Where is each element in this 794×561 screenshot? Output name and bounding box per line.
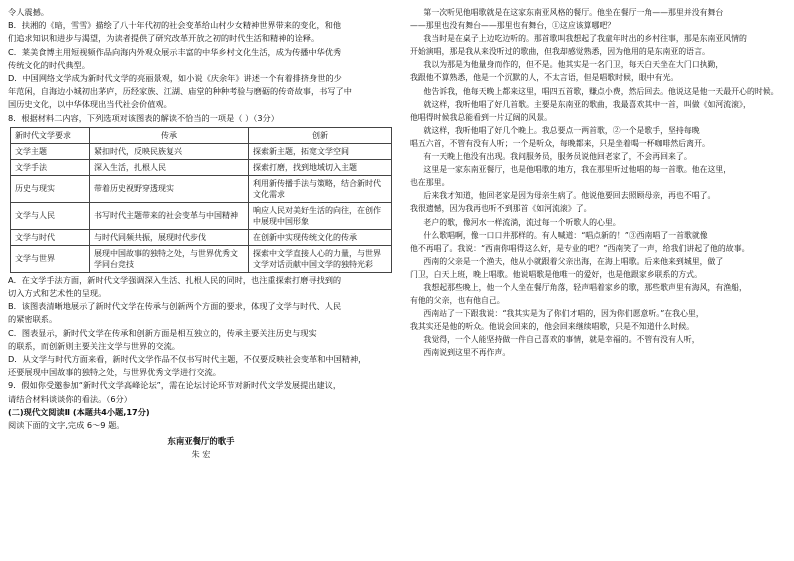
story-paragraph: 就这样，我听他唱了好几首歌。主要是东南亚的歌曲，我最喜欢其中一首，叫做《如河流滚》，	[423, 99, 751, 109]
table-cell: 带着历史视野穿透现实	[90, 175, 249, 202]
story-author: 朱 宏	[191, 449, 211, 460]
story-paragraph: 他告诉我，他每天晚上都来这里，唱四五首歌，赚点小费，然后回去。他说这是他一天最开心的时候。	[423, 86, 779, 96]
table-row	[11, 175, 392, 202]
table-cell: 书写时代主题带来的社会变革与中国精神	[90, 202, 249, 229]
table-header-row	[11, 127, 392, 143]
table-row	[11, 159, 392, 175]
table-row	[11, 229, 392, 245]
table-header-cell: 传承	[90, 127, 249, 143]
option-c-line: C．莱美食博主用短视频作品向海内外观众展示丰富的中华乡村文化生活，成为传播中华优秀	[8, 46, 342, 57]
story-paragraph: 第一次听见他唱歌就是在这家东南亚风格的餐厅。他坐在餐厅一角——那里并没有舞台	[423, 8, 724, 17]
table-cell: 利用新传播手法与策略，结合新时代文化需求	[249, 175, 392, 202]
story-paragraph: 我当时是在桌子上边吃边听的。那首歌叫我想起了我童年时出的乡村往事，那是东南亚风情的	[423, 34, 747, 44]
story-paragraph: 他唱得时候我总能看到一片辽阔的风景。	[410, 112, 553, 122]
table-cell: 探索中文学直接人心的力量，与世界文学对话贡献中国文学的独特光彩	[249, 245, 392, 272]
option-d-line: D．从文学与时代方面来看，新时代文学作品不仅书写时代主题，不仅要反映社会变革和中国精神，	[8, 354, 367, 365]
story-paragraph: 唱五六首，不管有没有人听；一个是听众，每晚都来，只是坐着喝一杯咖啡然后离开。	[410, 138, 710, 148]
option-b-line: B．该图表清晰地展示了新时代文学在传承与创新两个方面的要求，体现了文学与时代、人民	[8, 301, 342, 312]
right-column	[410, 6, 786, 360]
table-cell: 紧扣时代，反映民族复兴	[90, 143, 249, 159]
option-c-line: C．图表显示，新时代文学在传承和创新方面是相互独立的，传承主要关注历史与现实	[8, 327, 317, 338]
story-paragraph: 后来我才知道，他回老家是因为母亲生病了。他说他要回去照顾母亲，再也不唱了。	[423, 191, 716, 201]
story-paragraph: 我觉得，一个人能坚持做一件自己喜欢的事情，就是幸福的。不管有没有人听，	[423, 335, 700, 345]
table-cell: 深入生活，扎根人民	[90, 159, 249, 175]
text-line: 令人震撼。	[8, 7, 49, 17]
option-d-line: D．中国网络文学成为新时代文学的亮丽景观，如小说《庆余年》讲述一个有着排挤身世的少	[8, 73, 342, 84]
table-row	[11, 245, 392, 272]
table-header-cell: 新时代文学要求	[11, 127, 90, 143]
text-line: 的紧密联系。	[8, 314, 58, 325]
text-line: 们追求知识和进步与渴望，为读者提供了研究改革开放之初的时代生活和精神的诠释。	[8, 33, 320, 44]
story-paragraph: 西南站了一下跟我说：“我其实是为了你们才唱的，因为你们愿意听。”在我心里，	[423, 309, 704, 319]
story-paragraph: 有一天晚上他没有出现。我问服务员，服务员说他回老家了，不会再回来了。	[423, 152, 692, 162]
story-paragraph: 我以为那是为他量身而作的，但不是。他其实是一名门卫，每天白天坐在大门口执勤，	[423, 60, 724, 70]
table-cell: 响应人民对美好生活的向往，在创作中展现中国形象	[249, 202, 392, 229]
table-cell: 探索新主题，拓宽文学空间	[249, 143, 392, 159]
text-line: 请结合材料谈谈你的看法。（6分）	[8, 393, 132, 404]
section-instruction: 阅读下面的文字,完成 6～9 题。	[8, 420, 125, 431]
table-cell: 历史与现实	[11, 175, 90, 202]
story-paragraph: 我很遗憾，因为我再也听不到那首《如河流滚》了。	[410, 204, 592, 214]
story-paragraph: 也在那里。	[410, 178, 450, 188]
question-9: 9．假如你受邀参加“新时代文学高峰论坛”，需在论坛讨论环节对新时代文学发展提出建议，	[8, 380, 342, 391]
story-title: 东南亚餐厅的歌手	[167, 436, 235, 447]
table-cell: 文学与时代	[11, 229, 90, 245]
table-cell: 文学与人民	[11, 202, 90, 229]
text-line: 切入方式和艺术性的呈现。	[8, 288, 107, 299]
story-paragraph: 西南说到这里不再作声。	[423, 348, 511, 358]
story-paragraph: 这里是一家东南亚餐厅，也是他唱歌的地方，我在那里听过他唱的每一首歌。他在这里，	[423, 165, 732, 175]
table-cell: 展现中国故事的独特之处，与世界优秀文学同台竞技	[90, 245, 249, 272]
table-cell: 与时代同频共振，展现时代步伐	[90, 229, 249, 245]
story-paragraph: 我想起那些晚上，他一个人坐在餐厅角落，轻声唱着家乡的歌，那些歌声里有海风，有渔船，	[423, 282, 747, 292]
table-cell: 文学手法	[11, 159, 90, 175]
requirements-table	[10, 127, 392, 273]
table-row	[11, 143, 392, 159]
story-paragraph: ——那里也没有舞台——那里也有舞台，①这应该算哪吧？	[410, 21, 616, 31]
story-paragraph: 什么歌唱啊，像一口口井那样的。有人喊道：“唱点新的！”③西南唱了一首歌就像	[423, 230, 708, 240]
story-paragraph: 我跟他不算熟悉，他是一个沉默的人，不太言语，但是唱歌时候，眼中有光。	[410, 73, 679, 83]
story-paragraph: 开始演唱，那是我从来没听过的歌曲，但我却感觉熟悉，因为他用的是东南亚的语言。	[410, 47, 710, 57]
text-line: 国历史文化，以中华体现出当代社会价值观。	[8, 99, 172, 110]
story-paragraph: 他不再唱了。我说：“西南你唱得这么好，是专业的吧？”西南笑了一声，给我们讲起了他的故事。	[410, 243, 750, 253]
story-paragraph: 就这样，我听他唱了好几个晚上。我总要点一两首歌，②一个是歌手，坚持每晚	[423, 125, 700, 135]
table-row	[11, 202, 392, 229]
table-cell: 探索打磨，找到地域切入主题	[249, 159, 392, 175]
section-heading: (二)现代文阅读Ⅱ (本题共4小题,17分)	[8, 406, 150, 417]
table-cell: 在创新中实现传统文化的传承	[249, 229, 392, 245]
text-line: 的联系，而创新则主要关注文学与世界的交流。	[8, 340, 180, 351]
left-column	[8, 6, 394, 462]
story-paragraph: 西南的父亲是一个渔夫，他从小就跟着父亲出海，在海上唱歌。后来他来到城里，做了	[423, 256, 724, 266]
story-paragraph: 老户的歌，像河水一样流淌，流过每一个听歌人的心里。	[423, 217, 621, 227]
story-paragraph: 我其实还是他的听众。他说会回来的，他会回来继续唱歌，只是不知道什么时候。	[410, 322, 695, 332]
option-a-line: A．在文学手法方面，新时代文学强调深入生活、扎根人民的同时，也注重探索打磨寻找到的	[8, 274, 342, 285]
text-line: 年范闲，自海边小城初出茅庐，历经家族、江湖、庙堂的种种考验与磨砺的传奇故事，书写了中	[8, 86, 352, 97]
option-b-line: B．扶湘的《暗，雪雪》描绘了八十年代初的社会变革给山村少女精神世界带来的变化，和他	[8, 20, 342, 31]
table-header-cell: 创新	[249, 127, 392, 143]
table-cell: 文学与世界	[11, 245, 90, 272]
text-line: 传统文化的时代典型。	[8, 59, 90, 70]
table-cell: 文学主题	[11, 143, 90, 159]
story-paragraph: 门卫，白天上班，晚上唱歌。他说唱歌是他唯一的爱好，也是他跟家乡联系的方式。	[410, 269, 702, 279]
text-line: 还要展现中国故事的独特之处，与世界优秀文学进行交流。	[8, 367, 221, 378]
question-8: 8．根据材料二内容，下列选项对该图表的解读不恰当的一项是（ ）（3分）	[8, 112, 279, 123]
story-paragraph: 有他的父亲，也有他自己。	[410, 296, 505, 306]
